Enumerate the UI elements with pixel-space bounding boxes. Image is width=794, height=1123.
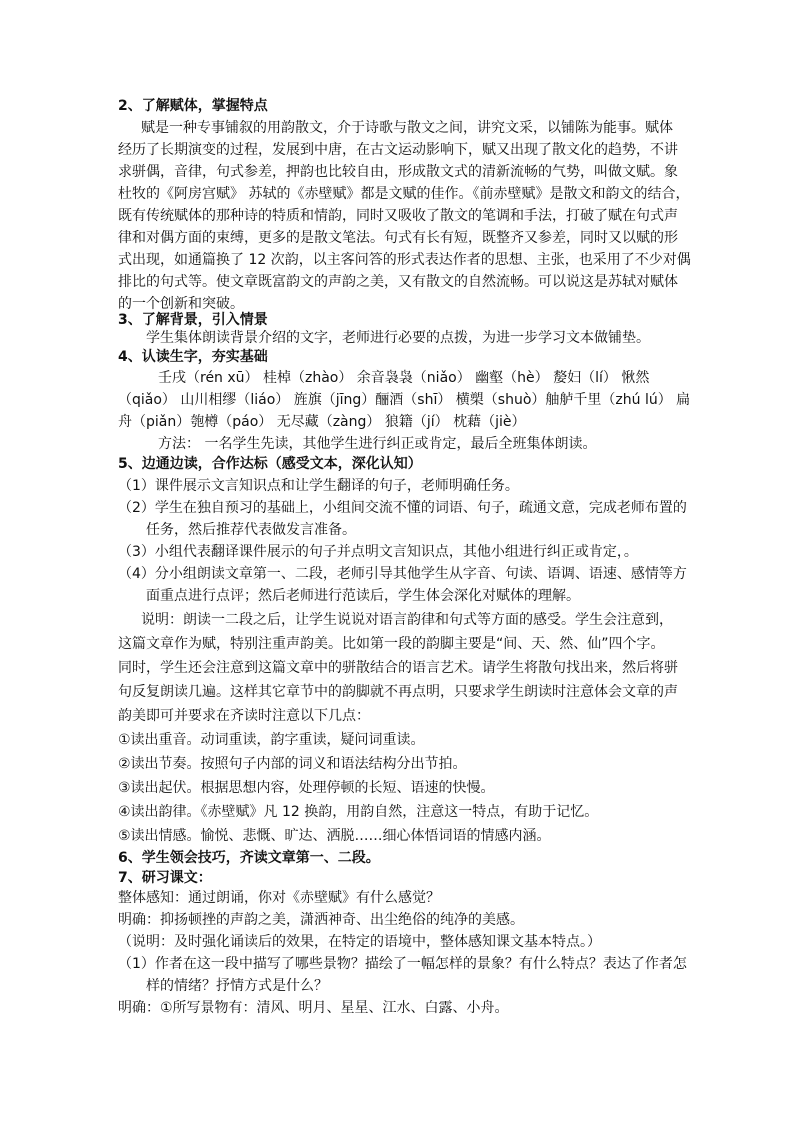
vocab-line: 壬戌（rén xū） 桂棹（zhào） 余音袅袅（niǎo） 幽壑（hè） 嫠妇（lí） 愀然 xyxy=(158,370,650,386)
vocab-line: （qiǎo） 山川相缪（liáo） 旌旗（jīng）酾酒（shī） 横槊（shuò）舳舻千里（zhú lú） 扁 xyxy=(118,392,691,408)
paragraph-line: 明确：抑扬顿挫的声韵之美，潇洒神奇、出尘绝俗的纯净的美感。 xyxy=(118,912,524,928)
paragraph-line: 律和对偶方面的束缚，更多的是散文笔法。句式有长有短，既整齐又参差，同时又以赋的形 xyxy=(118,230,678,246)
list-item: ①读出重音。动词重读，韵字重读，疑问词重读。 xyxy=(118,732,425,748)
paragraph-line: 经历了长期演变的过程，发展到中唐，在古文运动影响下，赋又出现了散文化的趋势，不讲 xyxy=(118,142,678,158)
list-item-continuation: 任务，然后推荐代表做发言准备。 xyxy=(146,522,356,538)
vocab-line: 舟（piǎn）匏樽（páo） 无尽藏（zàng） 狼籍（jí） 枕藉（jiè） xyxy=(118,414,526,430)
section-heading-6: 6、学生领会技巧，齐读文章第一、二段。 xyxy=(118,850,380,866)
question-line: （1）作者在这一段中描写了哪些景物？描绘了一幅怎样的景象？有什么特点？表达了作者怎 xyxy=(118,956,687,972)
paragraph-line: 赋是一种专事铺叙的用韵散文，介于诗歌与散文之间，讲究文采，以铺陈为能事。赋体 xyxy=(141,120,673,136)
paragraph-line: 这篇文章作为赋，特别注重声韵美。比如第一段的韵脚主要是“间、天、然、仙”四个字。 xyxy=(118,636,665,652)
list-item: ⑤读出情感。愉悦、悲慨、旷达、洒脱……细心体悟词语的情感内涵。 xyxy=(118,828,551,844)
section-heading-4: 4、认读生字，夯实基础 xyxy=(118,349,268,365)
paragraph-line: 杜牧的《阿房宫赋》 苏轼的《赤壁赋》都是文赋的佳作。《前赤壁赋》是散文和韵文的结合， xyxy=(118,186,690,202)
paragraph-line: 排比的句式等。使文章既富韵文的声韵之美，又有散文的自然流畅。可以说这是苏轼对赋体 xyxy=(118,274,678,290)
list-item: （3）小组代表翻译课件展示的句子并点明文言知识点，其他小组进行纠正或肯定，。 xyxy=(118,544,638,560)
paragraph-line: （说明：及时强化诵读后的效果，在特定的语境中，整体感知课文基本特点。） xyxy=(118,934,601,950)
paragraph-line: 的一个创新和突破。 xyxy=(118,296,244,312)
section-heading-3: 3、了解背景，引入情景 xyxy=(118,312,268,328)
section-heading-2: 2、了解赋体，掌握特点 xyxy=(118,98,268,114)
answer-line: 明确：①所写景物有：清风、明月、星星、江水、白露、小舟。 xyxy=(118,1000,509,1016)
paragraph-line: 整体感知：通过朗诵，你对《赤壁赋》有什么感觉？ xyxy=(118,890,440,906)
paragraph-line: 学生集体朗读背景介绍的文字，老师进行必要的点拨，为进一步学习文本做铺垫。 xyxy=(146,330,650,346)
list-item: ②读出节奏。按照句子内部的词义和语法结构分出节拍。 xyxy=(118,756,467,772)
list-item: （4）分小组朗读文章第一、二段，老师引导其他学生从字音、句读、语调、语速、感情等方 xyxy=(118,566,687,582)
paragraph-line: 求骈偶，音律，句式参差，押韵也比较自由，形成散文式的清新流畅的气势，叫做文赋。象 xyxy=(118,164,678,180)
paragraph-line: 句反复朗读几遍。这样其它章节中的韵脚就不再点明，只要求学生朗读时注意体会文章的声 xyxy=(118,684,678,700)
list-item: （1）课件展示文言知识点和让学生翻译的句子，老师明确任务。 xyxy=(118,478,519,494)
paragraph-line: 式出现，如通篇换了 12 次韵，以主客问答的形式表达作者的思想、主张，也采用了不少对偶 xyxy=(118,252,691,268)
paragraph-line: 既有传统赋体的那种诗的特质和情韵，同时又吸收了散文的笔调和手法，打破了赋在句式声 xyxy=(118,208,678,224)
section-heading-7: 7、研习课文： xyxy=(118,870,212,886)
paragraph-line: 韵美即可并要求在齐读时注意以下几点： xyxy=(118,708,370,724)
list-item: ④读出韵律。《赤壁赋》凡 12 换韵，用韵自然，注意这一特点，有助于记忆。 xyxy=(118,804,599,820)
list-item: （2）学生在独自预习的基础上，小组间交流不懂的词语、句子，疏通文意，完成老师布置的 xyxy=(118,500,687,516)
list-item: ③读出起伏。根据思想内容，处理停顿的长短、语速的快慢。 xyxy=(118,780,495,796)
list-item-continuation: 面重点进行点评；然后老师进行范读后，学生体会深化对赋体的理解。 xyxy=(146,588,580,604)
question-line-continuation: 样的情绪？抒情方式是什么？ xyxy=(146,978,328,994)
method-line: 方法： 一名学生先读，其他学生进行纠正或肯定，最后全班集体朗读。 xyxy=(158,436,597,452)
paragraph-line: 说明：朗读一二段之后，让学生说说对语言韵律和句式等方面的感受。学生会注意到， xyxy=(141,612,673,628)
section-heading-5: 5、边通边读，合作达标（感受文本，深化认知） xyxy=(118,456,422,472)
paragraph-line: 同时，学生还会注意到这篇文章中的骈散结合的语言艺术。请学生将散句找出来，然后将骈 xyxy=(118,660,678,676)
